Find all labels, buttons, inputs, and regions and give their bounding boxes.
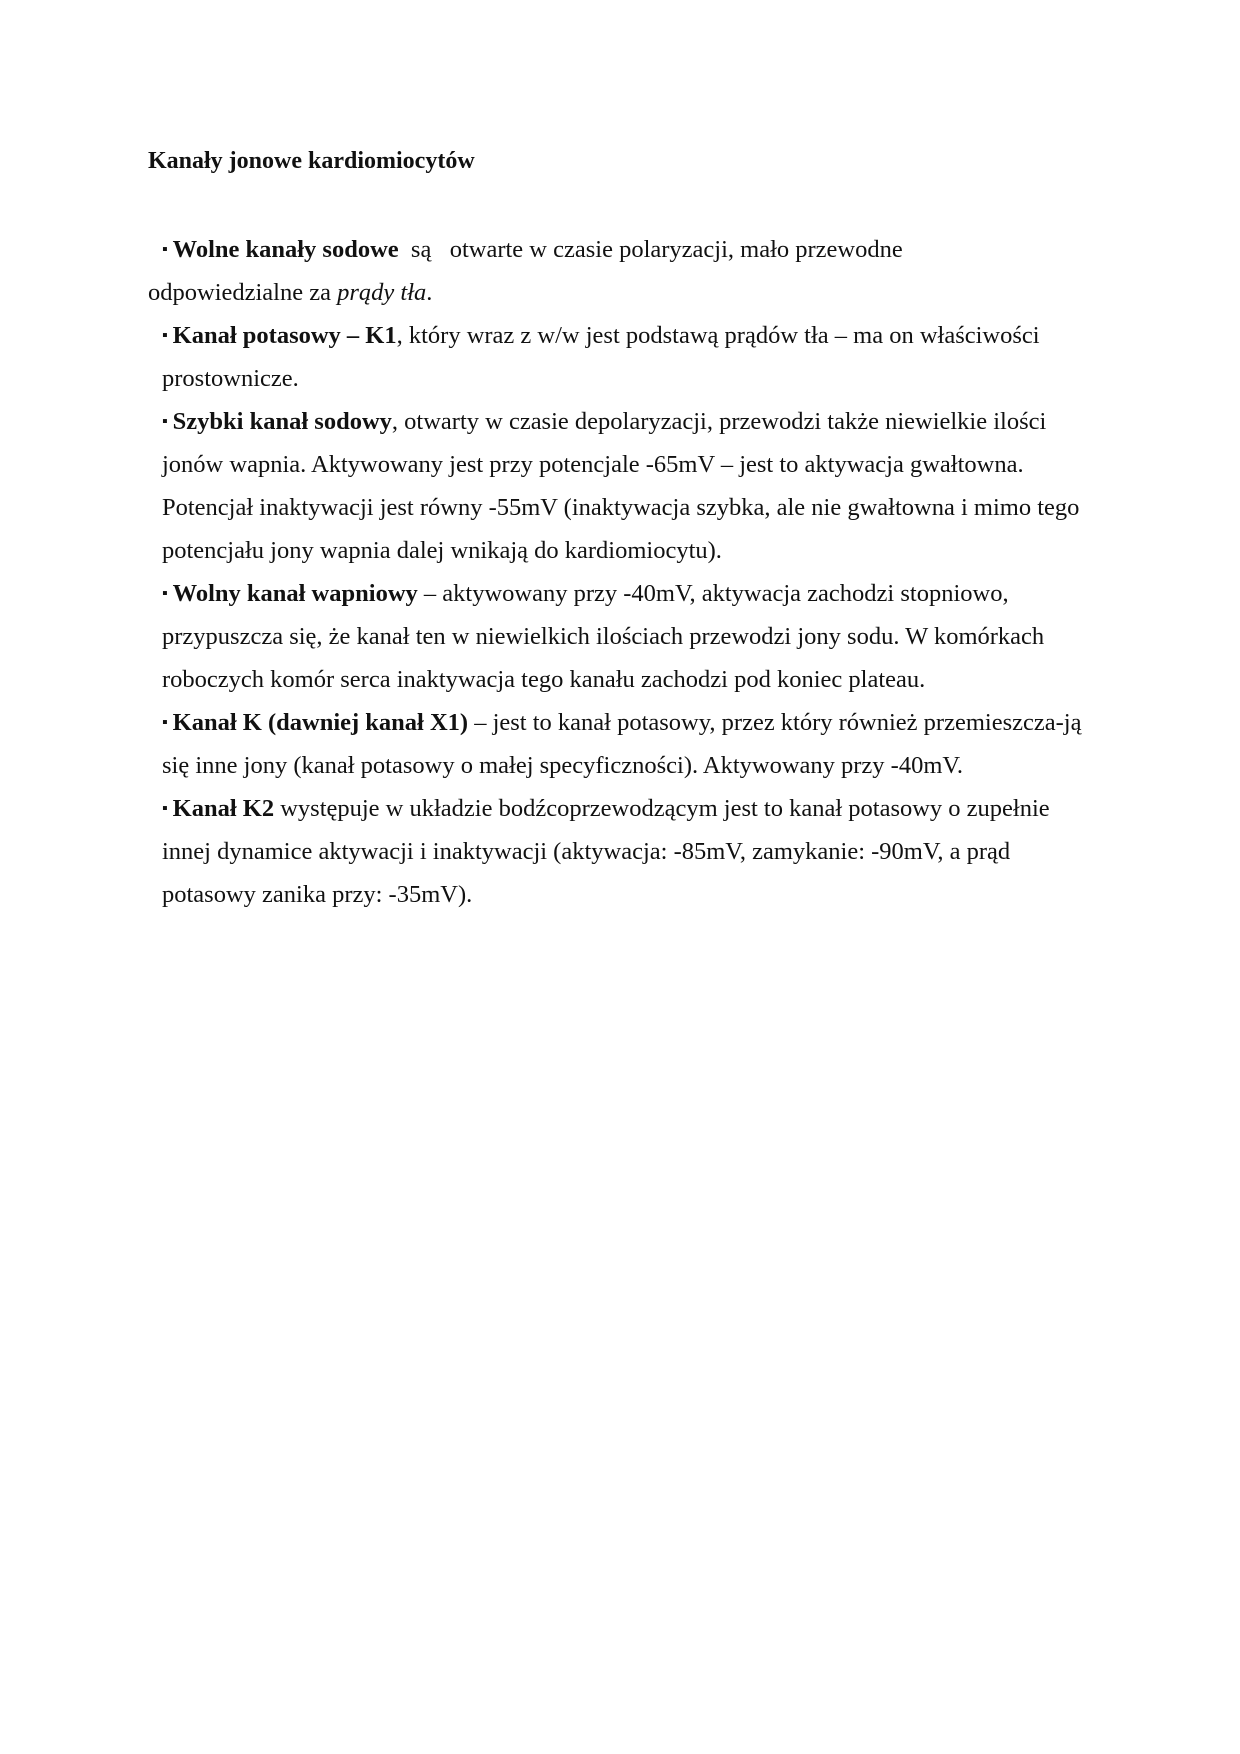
list-item	[148, 787, 1098, 916]
bullet-icon: ▪	[162, 241, 168, 258]
bullet-icon: ▪	[162, 327, 168, 344]
item-text: .	[426, 279, 433, 306]
item-text: występuje w układzie bodźcoprzewodzącym jest to kanał potasowy o zupełnie innej dynamice aktywacji i inaktywacji (aktywacja: -85mV, zamykanie: -90mV, a prąd potasowy zanika przy: -35mV).	[162, 795, 1050, 908]
document-body	[148, 228, 1098, 916]
item-continuation	[148, 271, 1098, 314]
list-item	[148, 701, 1098, 787]
list-item	[148, 314, 1098, 400]
item-term: Szybki kanał sodowy	[172, 408, 392, 435]
document-title: Kanały jonowe kardiomiocytów	[148, 148, 475, 174]
item-text: są otwarte w czasie polaryzacji, mało przewodne	[398, 236, 903, 263]
item-text: – jest to kanał potasowy, przez który również przemieszcza-ją się inne jony (kanał potasowy o małej specyficzności). Aktywowany przy -40mV.	[162, 709, 1082, 779]
item-term: Kanał K (dawniej kanał X1)	[172, 709, 469, 736]
item-emphasis: prądy tła	[337, 279, 427, 306]
item-text: odpowiedzialne za	[148, 279, 338, 306]
bullet-icon: ▪	[162, 800, 168, 817]
item-term: Kanał potasowy – K1	[172, 322, 397, 349]
item-text: , otwarty w czasie depolaryzacji, przewodzi także niewielkie ilości jonów wapnia. Aktywowany jest przy potencjale -65mV – jest to aktywacja gwałtowna. Potencjał inaktywacji jest równy -55mV (inaktywacja szybka, ale nie gwałtowna i mimo tego potencjału jony wapnia dalej wnikają do kardiomiocytu).	[162, 408, 1080, 564]
bullet-icon: ▪	[162, 714, 168, 731]
item-text: , który wraz z w/w jest podstawą prądów tła – ma on właściwości prostownicze.	[162, 322, 1040, 392]
item-term: Wolne kanały sodowe	[172, 236, 399, 263]
bullet-icon: ▪	[162, 413, 168, 430]
bullet-icon: ▪	[162, 585, 168, 602]
list-item	[148, 228, 1098, 314]
list-item	[148, 572, 1098, 701]
item-term: Wolny kanał wapniowy	[172, 580, 418, 607]
item-term: Kanał K2	[172, 795, 275, 822]
item-text: – aktywowany przy -40mV, aktywacja zachodzi stopniowo, przypuszcza się, że kanał ten w niewielkich ilościach przewodzi jony sodu. W komórkach roboczych komór serca inaktywacja tego kanału zachodzi pod koniec plateau.	[162, 580, 1045, 693]
list-item	[148, 400, 1098, 572]
